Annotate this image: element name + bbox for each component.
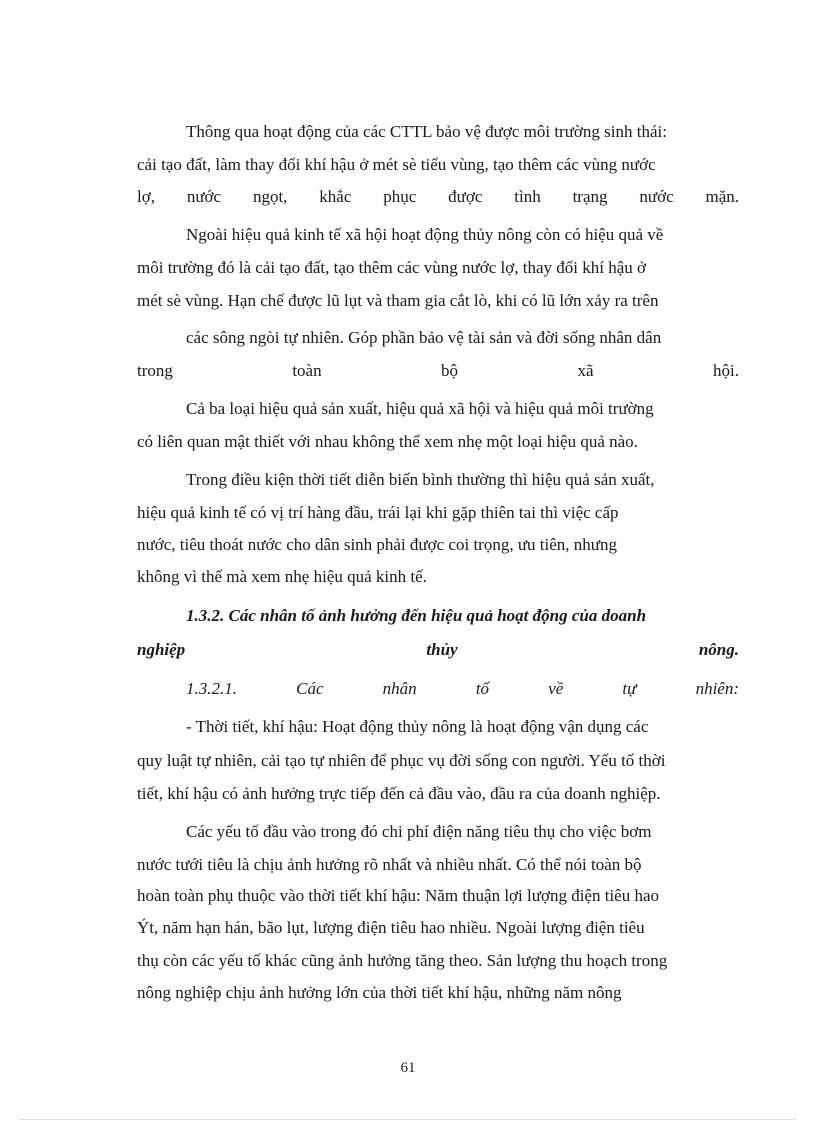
word: hội. [712,361,739,380]
text-line: mét sè vùng. Hạn chế được lũ lụt và tham gia cắt lò, khi có lũ lớn xảy ra trên [137,291,659,310]
text-line: Ýt, năm hạn hán, bão lụt, lượng điện tiêu hao nhiều. Ngoài lượng điện tiêu [137,918,645,937]
word: mặn. [705,187,739,206]
text-line: nông nghiệp chịu ảnh hưởng lớn của thời tiết khí hậu, những năm nông [137,983,622,1002]
text-line: Trong điều kiện thời tiết diễn biến bình thường thì hiệu quả sản xuất, [186,470,655,489]
text-line: thụ còn các yếu tố khác cũng ảnh hưởng tăng theo. Sản lượng thu hoạch trong [137,951,668,970]
text-line: các sông ngòi tự nhiên. Góp phần bảo vệ tài sản và đời sống nhân dân [186,328,662,347]
word: bộ [441,361,459,380]
word: tự [622,679,637,698]
text-line [137,187,739,207]
text-line: tiết, khí hậu có ảnh hưởng trực tiếp đến cả đầu vào, đầu ra của doanh nghiệp. [137,784,661,803]
word: toàn [292,361,322,380]
page-number: 61 [400,1060,416,1076]
text-line: nước, tiêu thoát nước cho dân sinh phải được coi trọng, ưu tiên, nhưng [137,535,618,554]
text-line: có liên quan mật thiết với nhau không thể xem nhẹ một loại hiệu quả nào. [137,432,638,451]
page-bottom-rule [20,1119,796,1120]
section-heading: 1.3.2. Các nhân tố ảnh hưởng đến hiệu quả hoạt động của doanh [186,606,647,625]
text-line: Các yếu tố đầu vào trong đó chi phí điện năng tiêu thụ cho việc bơm [186,822,652,841]
text-line: hiệu quả kinh tế có vị trí hàng đầu, trái lại khi gặp thiên tai thì việc cấp [137,503,619,522]
word: xã [577,361,594,380]
text-line: môi trường đó là cải tạo đất, tạo thêm các vùng nước lợ, thay đổi khí hậu ở [137,258,647,277]
word: Các [296,679,324,698]
word: trạng [572,187,608,206]
subsection-heading [186,679,739,699]
text-line: quy luật tự nhiên, cải tạo tự nhiên để phục vụ đời sống con người. Yếu tố thời [137,751,666,770]
word: tố [475,679,490,698]
section-heading [137,640,739,660]
word: nghiệp [137,640,186,659]
text-line: nước tưới tiêu là chịu ảnh hưởng rõ nhất và nhiều nhất. Có thể nói toàn bộ [137,855,642,874]
text-line: Thông qua hoạt động của các CTTL bảo vệ được môi trường sinh thái: [186,122,667,141]
word: tình [514,187,541,206]
text-line: cải tạo đất, làm thay đổi khí hậu ở mét sè tiểu vùng, tạo thêm các vùng nước [137,155,656,174]
word: khắc [319,187,352,206]
word: 1.3.2.1. [186,679,237,698]
word: nhiên: [695,679,739,698]
text-line [137,361,739,381]
word: nhân [382,679,417,698]
word: thủy [426,640,458,659]
word: nước [639,187,674,206]
text-line: hoàn toàn phụ thuộc vào thời tiết khí hậu: Năm thuận lợi lượng điện tiêu hao [137,886,660,905]
word: ngọt, [252,187,288,206]
text-line: Cả ba loại hiệu quả sản xuất, hiệu quả xã hội và hiệu quả môi trường [186,399,654,418]
word: nông. [698,640,739,659]
text-line: - Thời tiết, khí hậu: Hoạt động thủy nông là hoạt động vận dụng các [186,717,649,736]
word: về [548,679,564,698]
word: lợ, [137,187,155,206]
word: được [448,187,483,206]
text-line: Ngoài hiệu quả kinh tế xã hội hoạt động thủy nông còn có hiệu quả về [186,225,664,244]
text-line: không vì thế mà xem nhẹ hiệu quả kinh tế. [137,567,427,586]
word: trong [137,361,173,380]
word: phục [383,187,417,206]
word: nước [186,187,222,206]
